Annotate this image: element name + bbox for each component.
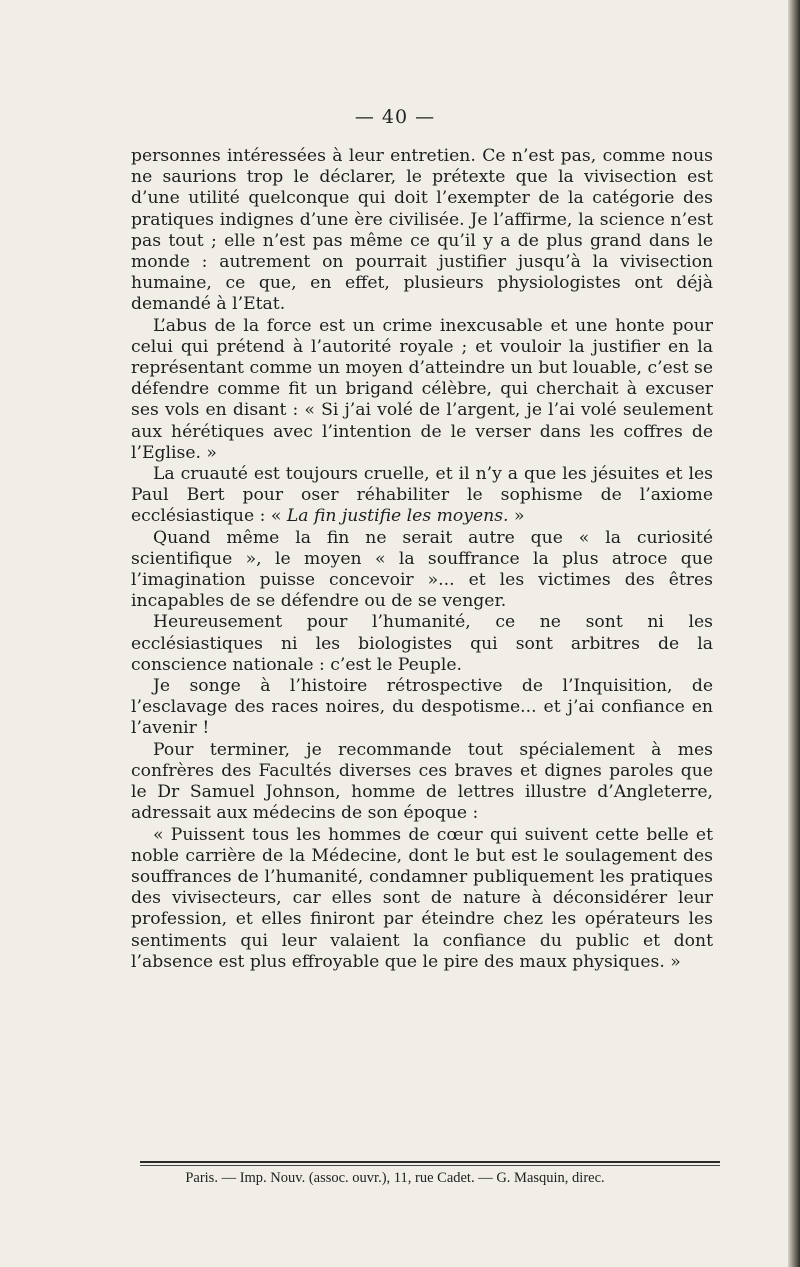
page-edge-shadow xyxy=(788,0,800,1267)
paragraph-8: « Puissent tous les hommes de cœur qui suivent cette belle et noble carrière de la Médecine, dont le but est le soulagement des souffrances de l’humanité, condamner publiquement les pratiques des vivisecteurs, car elles sont de nature à déconsidérer leur profession, et elles finiront par éteindre chez les opérateurs les sentiments qui leur valaient la confiance du public et dont l’absence est plus effroyable que le pire des maux physiques. » xyxy=(131,824,713,972)
paragraph-4: Quand même la fin ne serait autre que « la curiosité scientifique », le moyen « la souffrance la plus atroce que l’imagination puisse concevoir »... et les victimes des êtres incapables de se défendre ou de se venger. xyxy=(131,527,713,612)
latin-axiom: La fin justifie les moyens. xyxy=(286,506,509,527)
paragraph-3-text: La cruauté est toujours cruelle, et il n’y a que les jésuites et les Paul Bert pour oser réhabiliter le sophisme de l’axiome ecclésiastique : « xyxy=(131,464,713,527)
paragraph-1: personnes intéressées à leur entretien. Ce n’est pas, comme nous ne saurions trop le déclarer, le prétexte que la vivisection est d’une utilité quelconque qui doit l’exempter de la catégorie des pratiques indignes d’une ère civilisée. Je l’affirme, la science n’est pas tout ; elle n’est pas même ce qu’il y a de plus grand dans le monde : autrement on pourrait justifier jusqu’à la vivisection humaine, ce que, en effet, plusieurs physiologistes ont déjà demandé à l’Etat. xyxy=(131,146,713,315)
paragraph-2: L’abus de la force est un crime inexcusable et une honte pour celui qui prétend à l’autorité royale ; et vouloir la justifier en la représentant comme un moyen d’atteindre un but louable, c’est se défendre comme fit un brigand célèbre, qui cherchait à excuser ses vols en disant : « Si j’ai volé de l’argent, je l’ai volé seulement aux hérétiques avec l’intention de le verser dans les coffres de l’Eglise. » xyxy=(131,315,713,463)
footer-rule-thin xyxy=(140,1165,720,1166)
footer-rule xyxy=(140,1161,720,1163)
printer-imprint: Paris. — Imp. Nouv. (assoc. ouvr.), 11, rue Cadet. — G. Masquin, direc. xyxy=(185,1170,605,1186)
page-number: — 40 — xyxy=(354,106,436,128)
paragraph-7: Pour terminer, je recommande tout spécialement à mes confrères des Facultés diverses ces braves et dignes paroles que le Dr Samuel Johnson, homme de lettres illustre d’Angleterre, adressait aux médecins de son époque : xyxy=(131,739,713,824)
paragraph-6: Je songe à l’histoire rétrospective de l’Inquisition, de l’esclavage des races noires, du despotisme... et j’ai confiance en l’avenir ! xyxy=(131,676,713,739)
body-text xyxy=(131,146,713,973)
paragraph-3 xyxy=(131,464,713,528)
paragraph-3-closing: » xyxy=(508,506,525,527)
paragraph-5: Heureusement pour l’humanité, ce ne sont ni les ecclésiastiques ni les biologistes qui sont arbitres de la conscience nationale : c’est le Peuple. xyxy=(131,612,713,675)
